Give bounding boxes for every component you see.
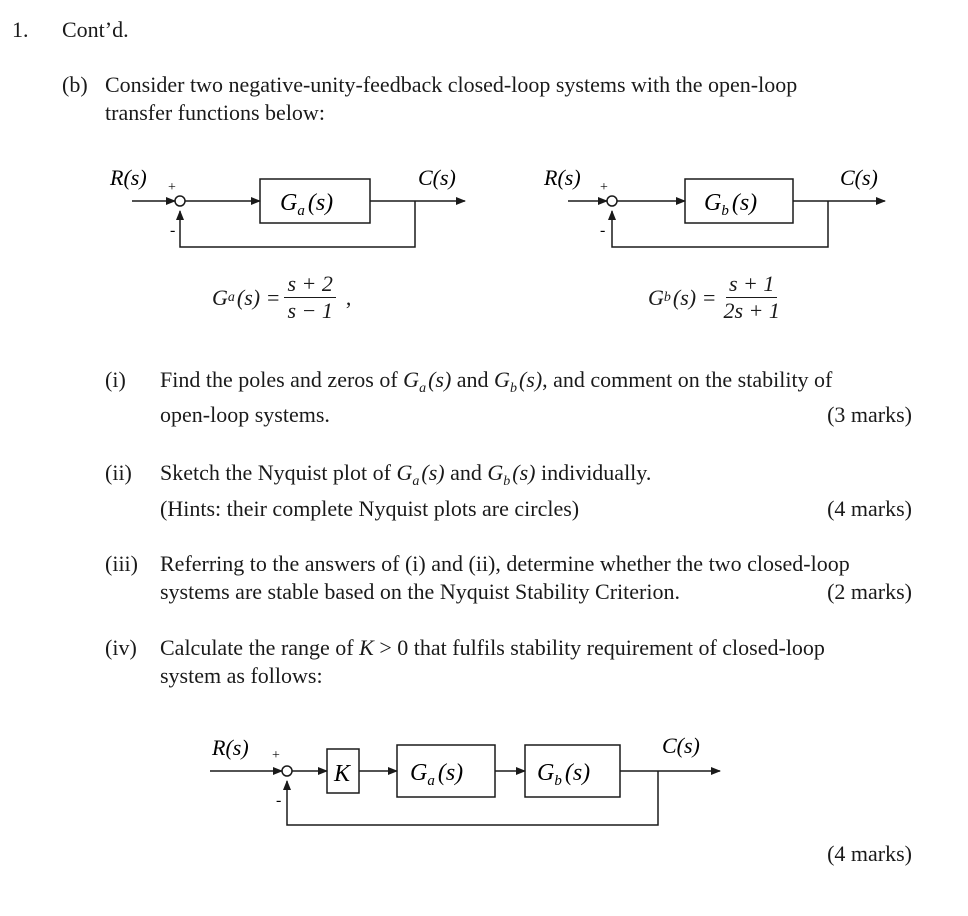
subq-iv-line2: system as follows: xyxy=(160,663,323,688)
diagram-a-block-label: $G_a$ (s) xyxy=(280,190,334,219)
ga-comma: , xyxy=(345,284,352,310)
diagram-c-minus-sign: - xyxy=(276,792,282,809)
block-diagram-c xyxy=(200,725,740,835)
subq-ii-line1: Sketch the Nyquist plot of $G_a(s)$ and $G_b(s)$ individually. xyxy=(160,460,652,489)
diagram-a-summing-junction xyxy=(175,196,185,206)
diagram-a-output-label: C(s) xyxy=(418,165,456,190)
ga-fraction xyxy=(284,272,335,323)
subq-iii-marks: (2 marks) xyxy=(827,579,912,604)
gb-numerator: s + 1 xyxy=(726,272,777,298)
subq-iii-line1: Referring to the answers of (i) and (ii), determine whether the two closed-loop xyxy=(160,551,850,576)
question-title: Cont’d. xyxy=(62,17,129,42)
diagram-c-gain-label: K xyxy=(334,761,351,787)
diagram-b-summing-junction xyxy=(607,196,617,206)
part-b-label: (b) xyxy=(62,72,88,97)
diagram-a-plus-sign: + xyxy=(168,180,176,195)
subq-ii-marks: (4 marks) xyxy=(827,496,912,521)
subq-i-marks: (3 marks) xyxy=(827,402,912,427)
diagram-c-input-label: R(s) xyxy=(212,735,249,760)
diagram-c-gb-label: $G_b$ (s) xyxy=(537,760,591,789)
ga-lhs-g: G xyxy=(212,284,228,310)
ga-lhs-sub: a xyxy=(227,289,235,305)
subq-iii-line2: systems are stable based on the Nyquist Stability Criterion. xyxy=(160,579,680,604)
gb-lhs-rest: (s) = xyxy=(672,284,717,310)
diagram-b-output-label: C(s) xyxy=(840,165,878,190)
diagram-c-output-label: C(s) xyxy=(662,733,700,758)
diagram-b-plus-sign: + xyxy=(600,180,608,195)
subq-ii-line2: (Hints: their complete Nyquist plots are circles) xyxy=(160,496,580,521)
diagram-a-minus-sign: - xyxy=(170,222,176,239)
diagram-b-block-label: $G_b$ (s) xyxy=(704,190,758,219)
gb-denominator: 2s + 1 xyxy=(723,298,780,323)
subq-iii-label: (iii) xyxy=(105,551,138,576)
part-b-intro-line2: transfer functions below: xyxy=(105,100,325,125)
subq-iv-label: (iv) xyxy=(105,635,137,660)
diagram-c-ga-label: $G_a$ (s) xyxy=(410,760,464,789)
diagram-b-minus-sign: - xyxy=(600,222,606,239)
block-diagram-a xyxy=(100,155,480,265)
subq-iv-marks: (4 marks) xyxy=(827,841,912,866)
subq-iv-line1: Calculate the range of K > 0 that fulfils stability requirement of closed-loop xyxy=(160,635,825,660)
gb-lhs-sub: b xyxy=(663,289,671,305)
diagram-c-plus-sign: + xyxy=(272,748,280,763)
diagram-b-input-label: R(s) xyxy=(544,165,581,190)
subq-i-line2: open-loop systems. xyxy=(160,402,330,427)
ga-denominator: s − 1 xyxy=(287,298,333,323)
diagram-c-summing-junction xyxy=(282,766,292,776)
ga-numerator: s + 2 xyxy=(284,272,335,298)
question-number: 1. xyxy=(12,17,29,42)
subq-i-line1: Find the poles and zeros of $G_a(s)$ and $G_b(s)$, and comment on the stability of xyxy=(160,367,833,396)
part-b-intro-line1: Consider two negative-unity-feedback closed-loop systems with the open-loop xyxy=(105,72,798,97)
gb-lhs-g: G xyxy=(648,284,664,310)
subq-ii-label: (ii) xyxy=(105,460,132,485)
diagram-a-input-label: R(s) xyxy=(110,165,147,190)
equation-gb xyxy=(648,272,783,323)
subq-i-label: (i) xyxy=(105,367,126,392)
gb-fraction xyxy=(720,272,782,323)
block-diagram-b xyxy=(530,155,910,265)
equation-ga xyxy=(212,272,351,323)
ga-lhs-rest: (s) = xyxy=(236,284,281,310)
